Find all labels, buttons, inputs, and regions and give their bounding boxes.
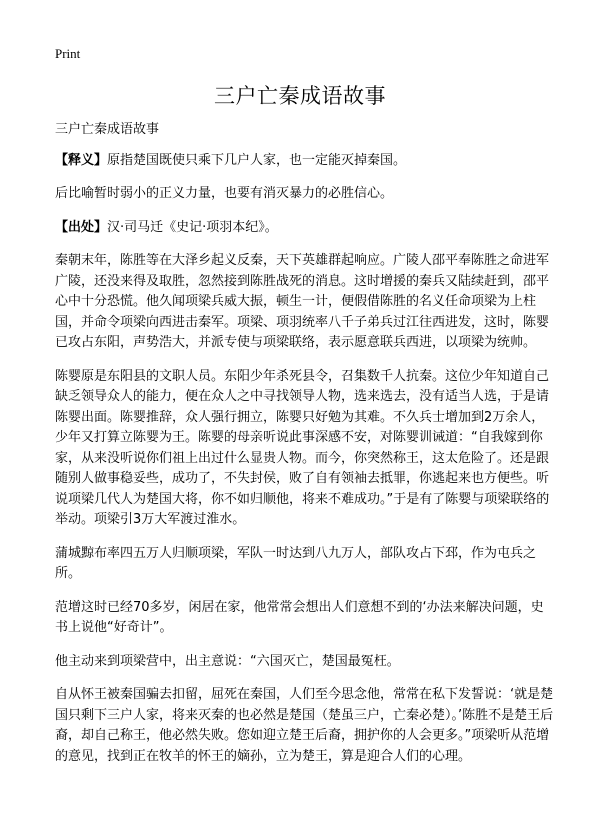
article-subtitle: 三户亡秦成语故事	[55, 122, 160, 137]
story-paragraph: 他主动来到项梁营中，出主意说：“六国灭亡，楚国最冤枉。	[55, 653, 400, 669]
source-paragraph	[55, 218, 555, 239]
story-paragraph: 秦朝末年，陈胜等在大泽乡起义反秦，天下英雄群起响应。广陵人邵平奉陈胜之命进军广陵，还没来得及取胜，忽然接到陈胜战死的消息。这时增援的秦兵又陆续赶到，邵平心中十分恐慌。他久闻项梁兵威大振，顿生一计，便假借陈胜的名义任命项梁为上柱国，并命令项梁向西进击秦军。项梁、项羽统率八千子弟兵过江往西进发，这时，陈婴已攻占东阳，声势浩大，并派专使与项梁联络，表示愿意联兵西进，以项梁为统帅。	[55, 253, 550, 350]
story-paragraph: 蒲城黥布率四五万人归顺项梁，军队一时达到八九万人，部队攻占下邳，作为屯兵之所。	[55, 545, 537, 581]
article-body	[55, 120, 555, 780]
story-paragraph: 陈婴原是东阳县的文职人员。东阳少年杀死县令，召集数千人抗秦。这位少年知道自己缺乏领导众人的能力，便在众人之中寻找领导人物，选来选去，没有适当人选，于是请陈婴出面。陈婴推辞，众人强行拥立，陈婴只好勉为其难。不久兵士增加到2万余人，少年又打算立陈婴为王。陈婴的母亲听说此事深感不安，对陈婴训诫道：“自我嫁到你家，从来没听说你们祖上出过什么显贵人物。而今，你突然称王，这太危险了。还是跟随别人做事稳妥些，成功了，不失封侯，败了自有领袖去抵罪，你逃起来也方便些。听说项梁几代人为楚国大将，你不如归顺他，将来不难成功。”于是有了陈婴与项梁联络的举动。项梁引3万大军渡过淮水。	[55, 368, 550, 527]
source-label: 【出处】	[55, 219, 108, 235]
print-link[interactable]: Print	[55, 46, 81, 61]
meaning-paragraph	[55, 151, 555, 172]
page-title: 三户亡秦成语故事	[214, 84, 386, 108]
story-paragraph: 范增这时已经70多岁，闲居在家，他常常会想出人们意想不到的‘办法来解决问题，史书上说他“好奇计”。	[55, 599, 544, 635]
meaning-label: 【释义】	[55, 152, 108, 168]
meaning-extended-paragraph: 后比喻暂时弱小的正义力量，也要有消灭暴力的必胜信心。	[55, 186, 394, 201]
source-text: 汉·司马迁《史记·项羽本纪》。	[107, 219, 278, 235]
meaning-text: 原指楚国既使只乘下几户人家，也一定能灭掉秦国。	[107, 152, 407, 168]
story-paragraph: 自从怀王被秦国骗去扣留，屈死在秦国，人们至今思念他，常常在私下发誓说：‘就是楚国只剩下三户人家，将来灭秦的也必然是楚国（楚虽三户，亡秦必楚）。’陈胜不是楚王后裔，却自己称王，他必然失败。您如迎立楚王后裔，拥护你的人会更多。”项梁听从范增的意见，找到正在牧羊的怀王的嫡孙，立为楚王，算是迎合人们的心理。	[55, 687, 554, 764]
